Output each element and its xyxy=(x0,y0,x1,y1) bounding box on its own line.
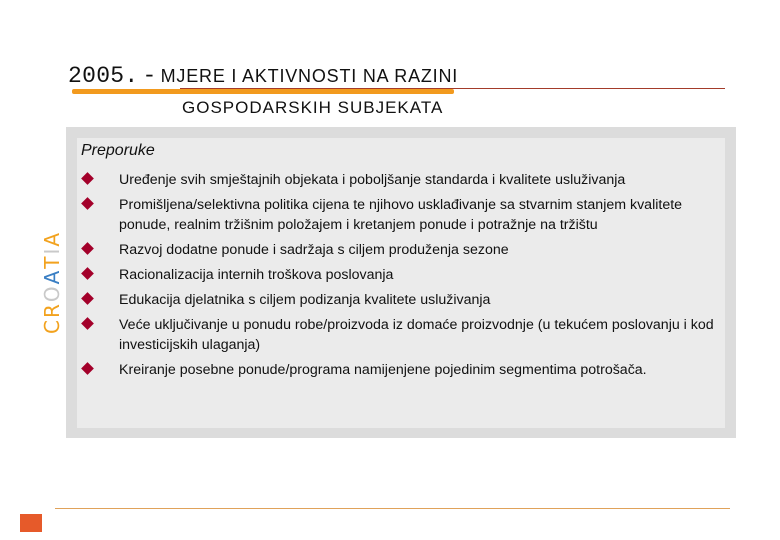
logo-wordmark xyxy=(40,231,64,334)
diamond-bullet-icon xyxy=(81,172,94,185)
logo-letter: I xyxy=(40,246,64,255)
title-year: 2005. xyxy=(68,63,139,89)
title-line-2: GOSPODARSKIH SUBJEKATA xyxy=(182,98,444,117)
diamond-bullet-icon xyxy=(81,292,94,305)
list-item xyxy=(80,170,730,190)
list-item xyxy=(80,315,730,355)
list-item xyxy=(80,265,730,285)
logo-letter: T xyxy=(40,254,64,269)
logo-letter: A xyxy=(40,268,64,285)
list-item-text: Edukacija djelatnika s ciljem podizanja kvalitete usluživanja xyxy=(119,292,491,308)
footer-rule xyxy=(55,508,730,509)
logo-letter: C xyxy=(40,318,64,334)
list-item-text: Promišljena/selektivna politika cijena te njihovo usklađivanje sa stvarnim stanjem kvalitete ponude, realnim tržišnim položajem i kretanjem ponude i potražnje na tržištu xyxy=(119,197,683,233)
diamond-bullet-icon xyxy=(81,362,94,375)
list-item-text: Razvoj dodatne ponude i sadržaja s ciljem produženja sezone xyxy=(119,242,509,258)
panel-heading: Preporuke xyxy=(81,142,155,159)
list-item xyxy=(80,360,730,380)
logo-letter: A xyxy=(40,230,64,247)
logo-letter: O xyxy=(40,284,64,303)
title-dash: - xyxy=(142,63,157,89)
logo-square xyxy=(20,514,42,532)
recommendations-list xyxy=(80,170,730,380)
list-item xyxy=(80,195,730,235)
list-item xyxy=(80,240,730,260)
title-rule-accent xyxy=(72,89,454,94)
title-line-1: MJERE I AKTIVNOSTI NA RAZINI xyxy=(160,66,459,86)
list-item-text: Kreiranje posebne ponude/programa namijenjene pojedinim segmentima potrošača. xyxy=(119,362,647,378)
diamond-bullet-icon xyxy=(81,197,94,210)
list-item-text: Uređenje svih smještajnih objekata i poboljšanje standarda i kvalitete usluživanja xyxy=(119,172,626,188)
diamond-bullet-icon xyxy=(81,267,94,280)
list-item-text: Racionalizacija internih troškova poslovanja xyxy=(119,267,394,283)
diamond-bullet-icon xyxy=(81,317,94,330)
page-title xyxy=(68,62,458,89)
logo-letter: R xyxy=(40,302,64,319)
list-item xyxy=(80,290,730,310)
list-item-text: Veće uključivanje u ponudu robe/proizvoda iz domaće proizvodnje (u tekućem poslovanju i kod investicijskih ulaganja) xyxy=(119,317,714,353)
diamond-bullet-icon xyxy=(81,242,94,255)
